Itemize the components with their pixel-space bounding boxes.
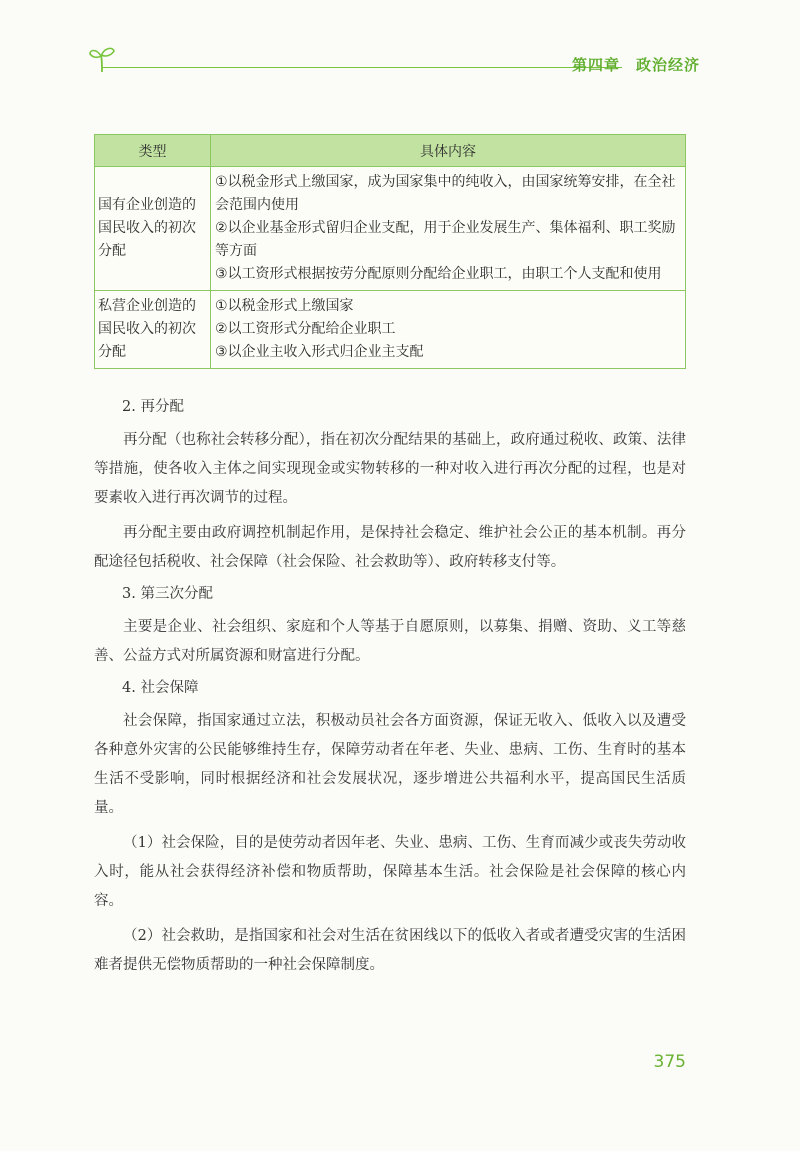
header-rule [102,67,622,68]
paragraph: 社会保障，指国家通过立法，积极动员社会各方面资源，保证无收入、低收入以及遭受各种意外灾害的公民能够维持生存，保障劳动者在年老、失业、患病、工伤、生育时的基本生活不受影响，同时根据经济和社会发展状况，逐步增进公共福利水平，提高国民生活质量。 [94,713,686,816]
column-header-type: 类型 [95,135,211,167]
row-type-cell: 国有企业创造的国民收入的初次分配 [95,167,211,291]
body-text [94,396,686,986]
content-line: ③以工资形式根据按劳分配原则分配给企业职工，由职工个人支配和使用 [215,266,662,282]
section-heading-social-security: 4. 社会保障 [122,680,199,696]
content-line: ①以税金形式上缴国家，成为国家集中的纯收入，由国家统筹安排，在全社会范围内使用 [215,174,676,213]
section-heading-third-distribution: 3. 第三次分配 [122,586,213,602]
distribution-table [94,134,686,369]
row-content-cell [211,291,686,369]
column-header-content: 具体内容 [211,135,686,167]
sprout-icon [88,44,116,74]
paragraph: （2）社会救助，是指国家和社会对生活在贫困线以下的低收入者或者遭受灾害的生活困难者提供无偿物质帮助的一种社会保障制度。 [94,928,686,973]
chapter-title: 第四章 政治经济 [571,56,700,74]
paragraph: 主要是企业、社会组织、家庭和个人等基于自愿原则，以募集、捐赠、资助、义工等慈善、公益方式对所属资源和财富进行分配。 [94,619,686,664]
row-type-cell: 私营企业创造的国民收入的初次分配 [95,291,211,369]
table-row [95,291,686,369]
table-header-row [95,135,686,167]
page-number: 375 [653,1052,686,1072]
paragraph: （1）社会保险，目的是使劳动者因年老、失业、患病、工伤、生育而减少或丧失劳动收入时，能从社会获得经济补偿和物质帮助，保障基本生活。社会保险是社会保障的核心内容。 [94,835,686,909]
paragraph: 再分配主要由政府调控机制起作用，是保持社会稳定、维护社会公正的基本机制。再分配途径包括税收、社会保障（社会保险、社会救助等）、政府转移支付等。 [94,525,686,570]
table-row [95,167,686,291]
page-header [88,44,700,80]
row-content-cell [211,167,686,291]
content-line: ②以企业基金形式留归企业支配，用于企业发展生产、集体福利、职工奖励等方面 [215,220,676,259]
section-heading-redistribution: 2. 再分配 [122,399,184,415]
content-line: ③以企业主收入形式归企业主支配 [215,344,424,360]
content-line: ①以税金形式上缴国家 [215,298,354,314]
paragraph: 再分配（也称社会转移分配），指在初次分配结果的基础上，政府通过税收、政策、法律等措施，使各收入主体之间实现现金或实物转移的一种对收入进行再次分配的过程，也是对要素收入进行再次调节的过程。 [94,432,686,506]
content-line: ②以工资形式分配给企业职工 [215,321,396,337]
